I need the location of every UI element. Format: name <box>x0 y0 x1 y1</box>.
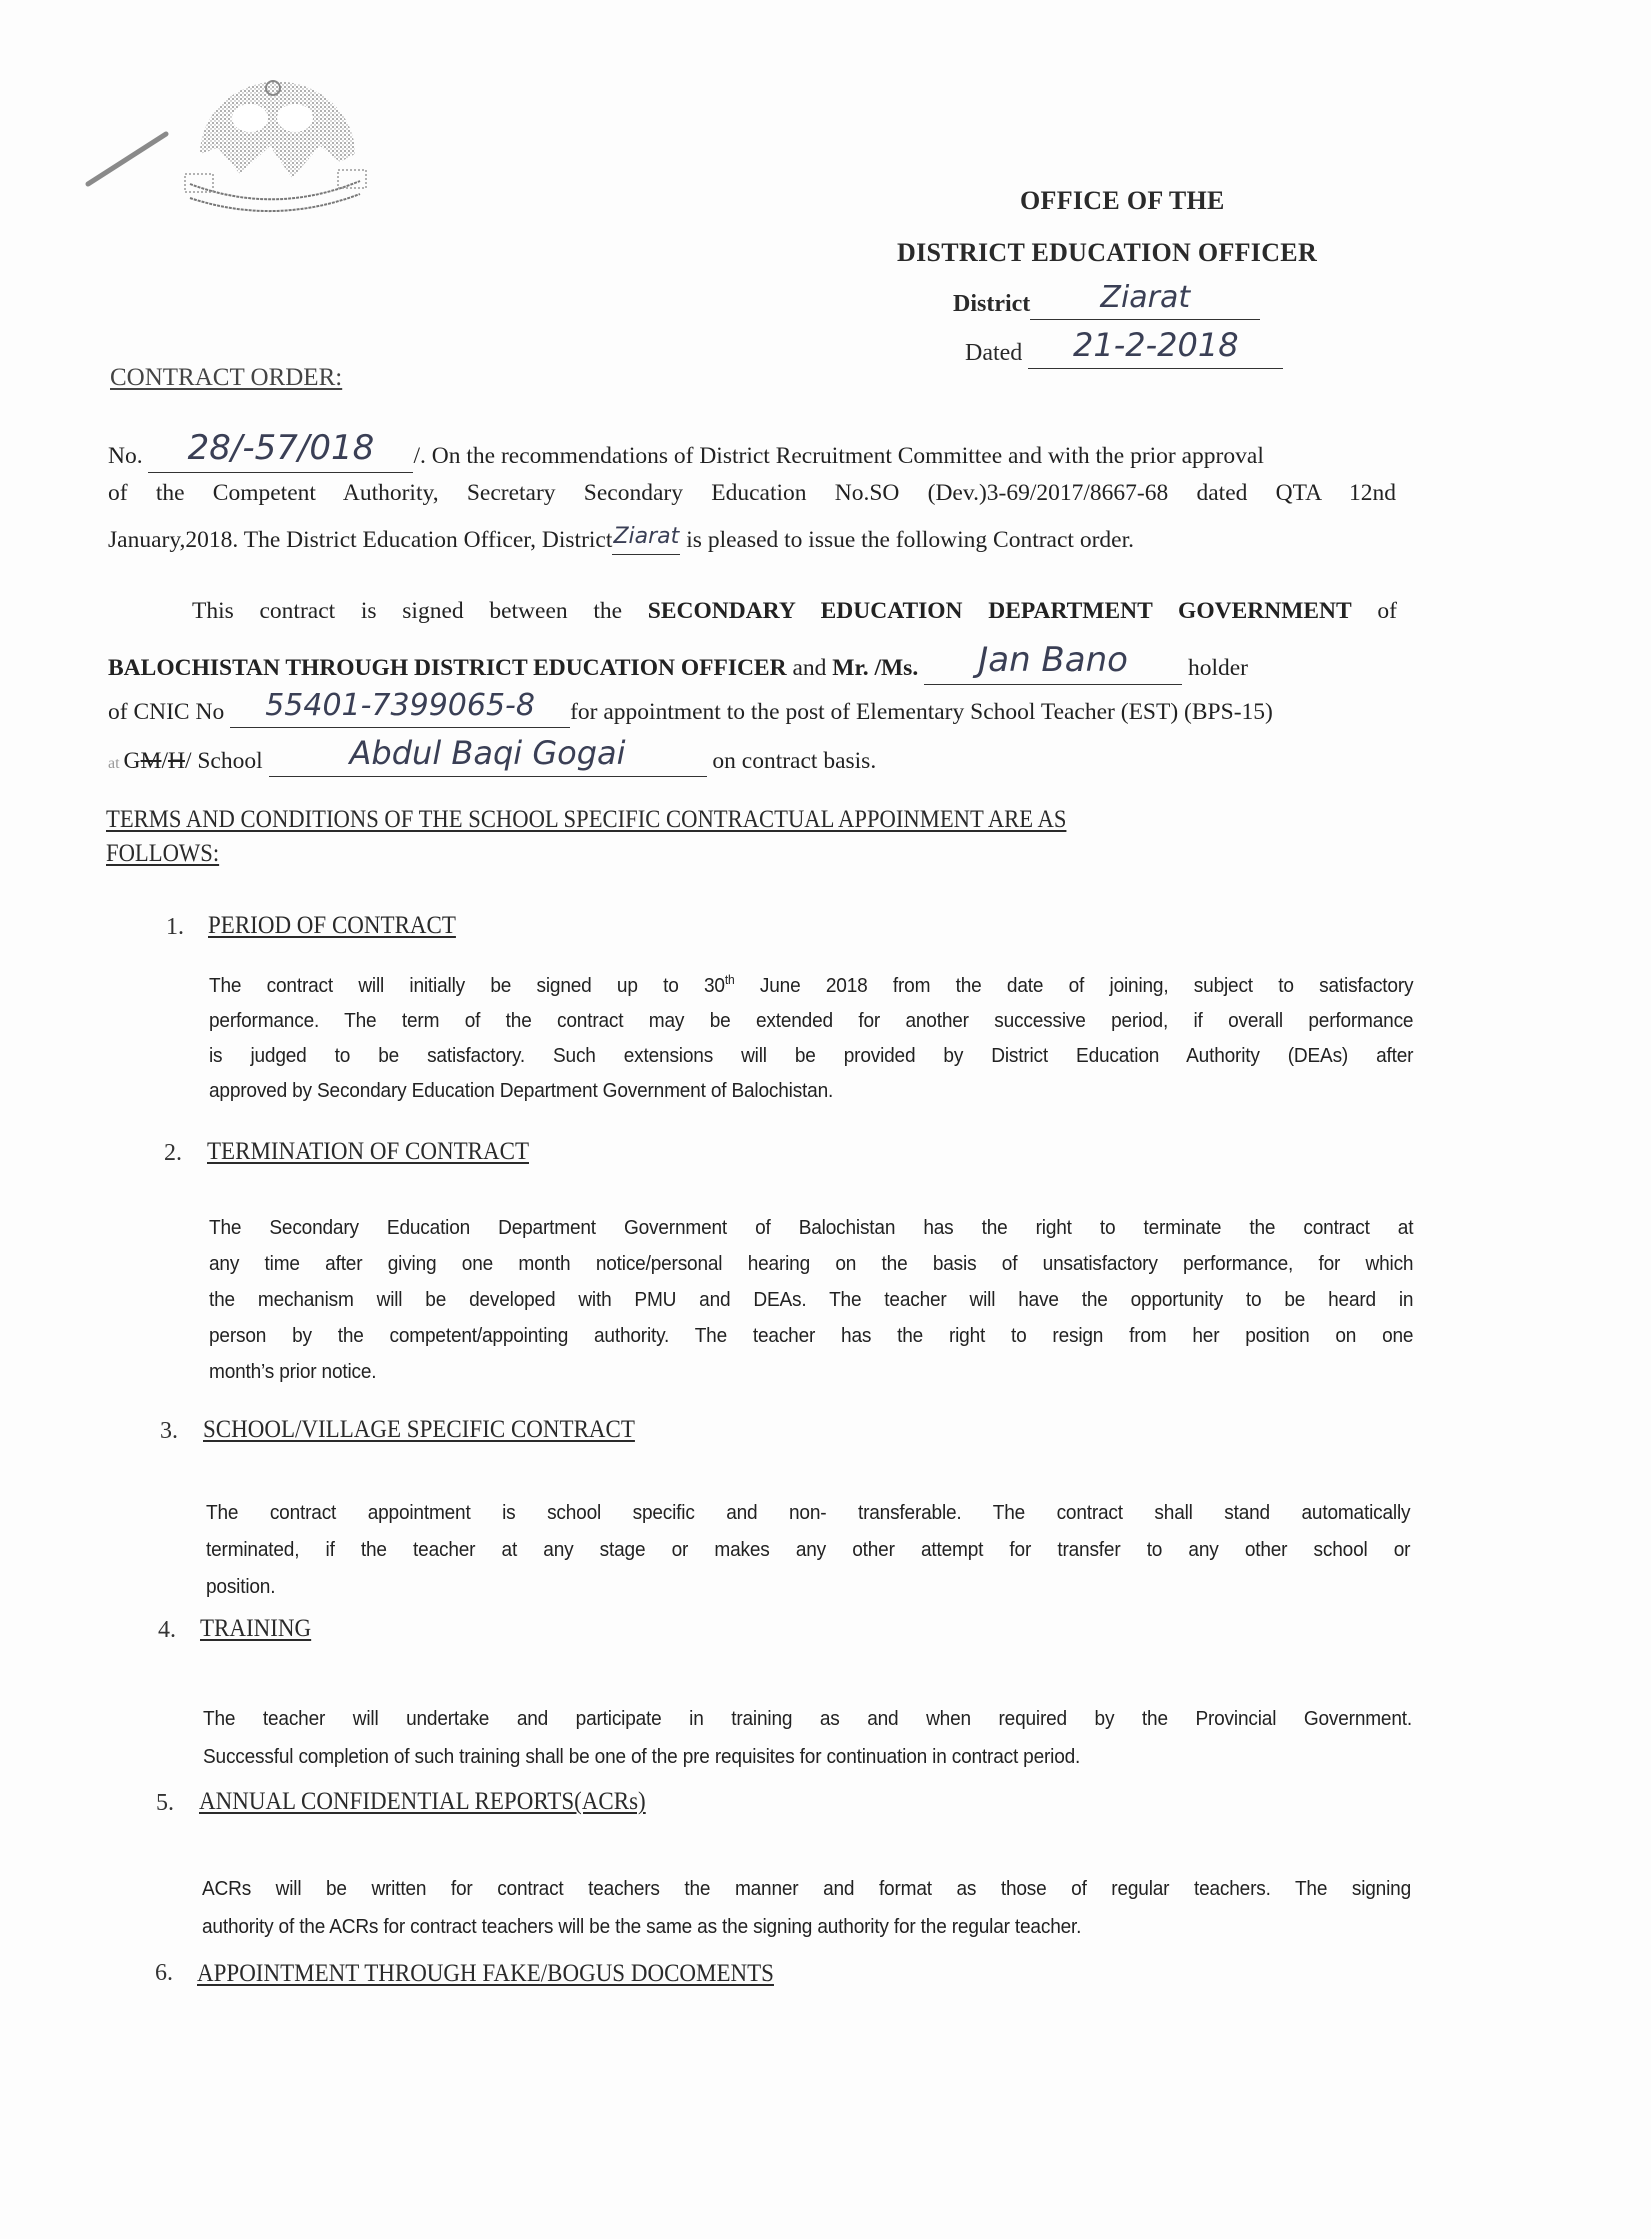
school-type-sep: / <box>161 748 168 774</box>
section-heading-period: PERIOD OF CONTRACT <box>208 912 456 939</box>
section-number: 2. <box>164 1140 182 1166</box>
period-line-1b: June 2018 from the date of joining, subject to satisfactory <box>734 974 1414 997</box>
school-name-value: Abdul Baqi Gogai <box>349 734 626 772</box>
dated-field <box>1028 326 1283 369</box>
section-body-acrs <box>202 1870 1411 1946</box>
contract-party-1: SECONDARY EDUCATION DEPARTMENT GOVERNMENT <box>647 598 1352 624</box>
school-type-g: G <box>123 748 141 774</box>
termination-line-3: the mechanism will be developed with PMU and DEAs. The teacher will have the opportunity to be heard in <box>209 1288 1414 1311</box>
contract-line-2 <box>108 640 1248 685</box>
contract-line-4-text: on contract basis. <box>712 748 877 774</box>
dated-value: 21-2-2018 <box>1073 326 1239 364</box>
teacher-name-field <box>924 640 1182 685</box>
school-label: / School <box>184 748 263 774</box>
section-body-school-specific <box>206 1494 1410 1605</box>
order-line-2 <box>108 480 1396 507</box>
section-body-termination <box>209 1210 1413 1390</box>
dated-label: Dated <box>965 340 1023 366</box>
order-line-1-text: /. On the recommendations of District Recruitment Committee and with the prior approval <box>413 443 1264 469</box>
contract-line-4 <box>108 734 877 777</box>
section-heading-training: TRAINING <box>200 1615 312 1642</box>
contract-line-1-text-b: of <box>1351 598 1398 624</box>
order-line-2-text: of the Competent Authority, Secretary Secondary Education No.SO (Dev.)3-69/2017/8667-68 dated QTA 12nd <box>108 480 1396 506</box>
order-line-3 <box>108 524 1134 555</box>
order-district-field <box>612 524 680 555</box>
order-line-3-text-b: is pleased to issue the following Contract order. <box>686 527 1134 553</box>
acrs-line-2: authority of the ACRs for contract teachers will be the same as the signing authority for the regular teacher. <box>202 1915 1082 1938</box>
termination-line-4: person by the competent/appointing authority. The teacher has the right to resign from her position on one <box>209 1324 1414 1347</box>
section-number: 5. <box>156 1790 174 1816</box>
contract-line-1-text-a: This contract is signed between the <box>192 598 648 624</box>
period-line-3: is judged to be satisfactory. Such extensions will be provided by District Education Authority (DEAs) after <box>209 1044 1414 1067</box>
section-heading-termination: TERMINATION OF CONTRACT <box>207 1138 529 1165</box>
contract-party-2: BALOCHISTAN THROUGH DISTRICT EDUCATION OFFICER <box>108 655 787 681</box>
district-row <box>953 280 1260 320</box>
section-number: 6. <box>155 1960 173 1986</box>
government-crest-icon <box>160 66 380 216</box>
period-line-1a: The contract will initially be signed up to 30 <box>209 974 725 997</box>
school-type-h-struck: H <box>167 748 185 774</box>
page-title: CONTRACT ORDER: <box>110 364 343 391</box>
cnic-label: of CNIC No <box>108 699 225 725</box>
section-body-period <box>209 968 1413 1108</box>
section-heading-fake-documents: APPOINTMENT THROUGH FAKE/BOGUS DOCOMENTS <box>197 1960 774 1987</box>
ordinal-suffix: th <box>724 972 735 988</box>
contract-line-2-text-b: holder <box>1187 655 1248 681</box>
teacher-name-value: Jan Bano <box>978 640 1128 680</box>
section-body-training <box>203 1700 1412 1776</box>
terms-heading: TERMS AND CONDITIONS OF THE SCHOOL SPECIFIC CONTRACTUAL APPOINMENT ARE AS <box>106 806 1067 833</box>
dated-row <box>965 326 1283 369</box>
school-specific-line-3: position. <box>206 1575 276 1598</box>
contract-line-3 <box>108 688 1273 728</box>
termination-line-5: month’s prior notice. <box>209 1360 377 1383</box>
cnic-field <box>230 688 570 728</box>
acrs-line-1: ACRs will be written for contract teachers the manner and format as those of regular teachers. The signing <box>202 1877 1411 1900</box>
order-line-1 <box>108 428 1264 473</box>
contract-line-3-text: for appointment to the post of Elementary School Teacher (EST) (BPS-15) <box>570 699 1273 725</box>
section-number: 1. <box>166 914 184 940</box>
order-no-field <box>148 428 413 473</box>
district-label: District <box>953 291 1031 317</box>
section-number: 3. <box>160 1418 178 1444</box>
school-specific-line-1: The contract appointment is school specific and non- transferable. The contract shall stand automatically <box>206 1501 1411 1524</box>
contract-title-label: Mr. /Ms. <box>832 655 919 681</box>
staple-mark-icon <box>82 128 172 190</box>
district-field <box>1030 280 1260 320</box>
termination-line-1: The Secondary Education Department Government of Balochistan has the right to terminate the contract at <box>209 1216 1414 1239</box>
office-title-line1: OFFICE OF THE <box>1020 186 1225 215</box>
termination-line-2: any time after giving one month notice/personal hearing on the basis of unsatisfactory performance, for which <box>209 1252 1414 1275</box>
contract-line-4-prefix: at <box>108 755 124 772</box>
contract-line-2-text-a: and <box>786 655 833 681</box>
section-number: 4. <box>158 1617 176 1643</box>
training-line-2: Successful completion of such training shall be one of the pre requisites for continuation in contract period. <box>203 1745 1081 1768</box>
training-line-1: The teacher will undertake and participate in training as and when required by the Provincial Government. <box>203 1707 1412 1730</box>
order-no-value: 28/-57/018 <box>187 428 375 468</box>
section-heading-school-specific: SCHOOL/VILLAGE SPECIFIC CONTRACT <box>203 1416 635 1443</box>
school-type-m-struck: M <box>140 748 162 774</box>
period-line-2: performance. The term of the contract may be extended for another successive period, if overall performance <box>209 1009 1414 1032</box>
office-title-line2: DISTRICT EDUCATION OFFICER <box>897 238 1318 267</box>
school-specific-line-2: terminated, if the teacher at any stage or makes any other attempt for transfer to any other school or <box>206 1538 1411 1561</box>
order-district-value: Ziarat <box>613 524 680 549</box>
section-heading-acrs: ANNUAL CONFIDENTIAL REPORTS(ACRs) <box>199 1788 646 1815</box>
terms-heading-line-2: FOLLOWS: <box>106 840 220 867</box>
cnic-value: 55401-7399065-8 <box>265 688 535 723</box>
period-line-4: approved by Secondary Education Department Government of Balochistan. <box>209 1079 834 1102</box>
order-line-3-text-a: January,2018. The District Education Officer, District <box>108 527 613 553</box>
district-value: Ziarat <box>1100 280 1191 315</box>
contract-line-1 <box>192 598 1397 625</box>
school-name-field <box>269 734 707 777</box>
order-no-label: No. <box>108 443 143 469</box>
